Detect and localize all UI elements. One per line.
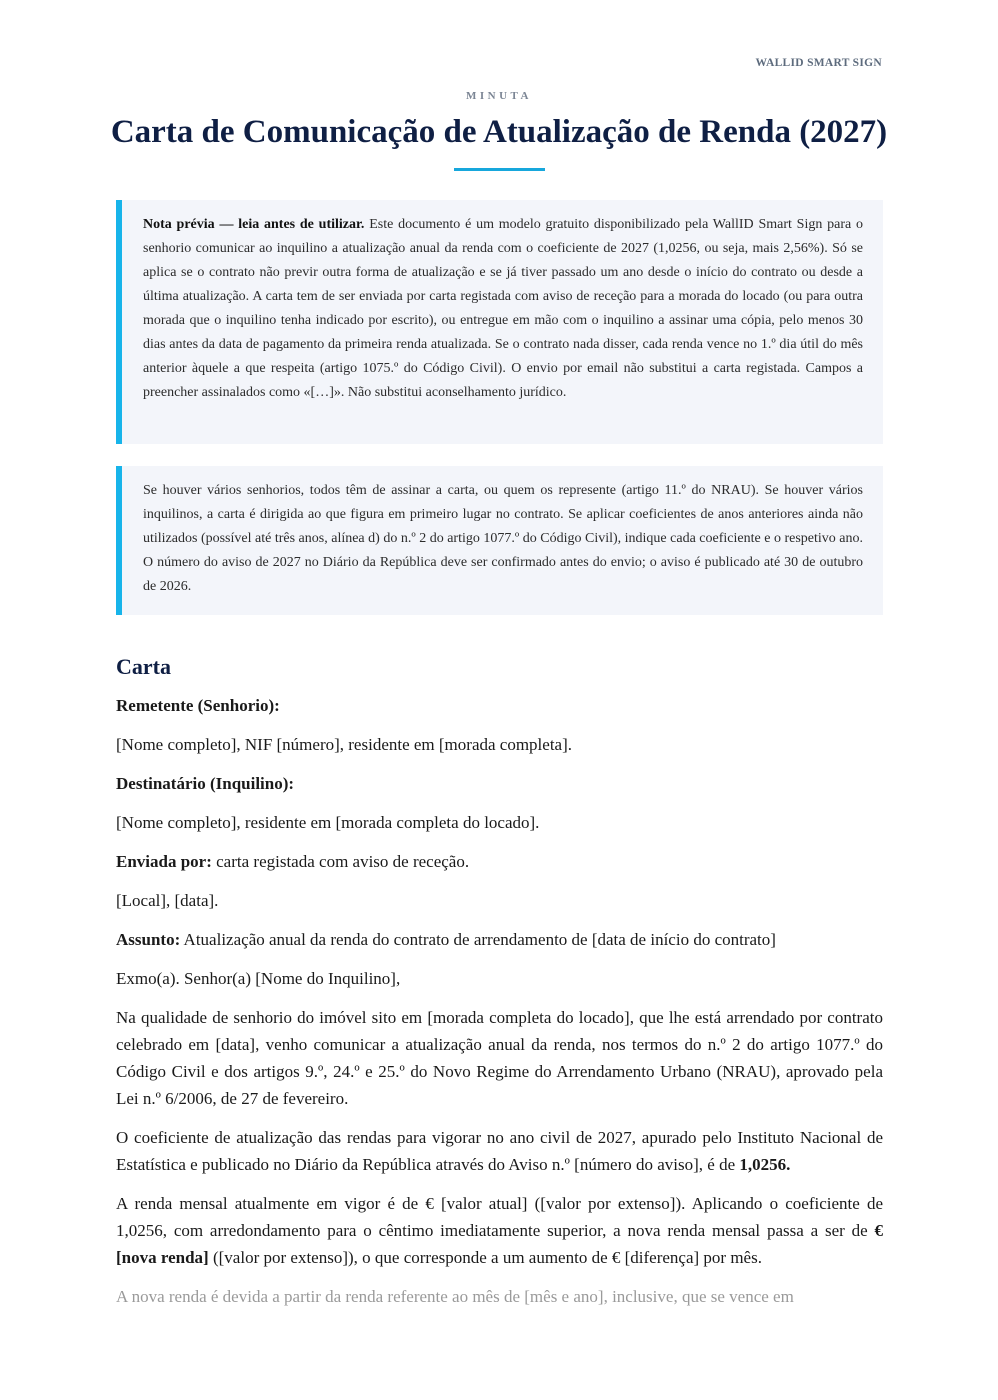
recipient-label-line bbox=[116, 770, 883, 797]
paragraph-3-text-c: ([valor por extenso]), o que corresponde a um aumento de € [diferença] por mês. bbox=[208, 1248, 762, 1267]
sent-by-line bbox=[116, 848, 883, 875]
subject-label: Assunto: bbox=[116, 930, 181, 949]
paragraph-1: Na qualidade de senhorio do imóvel sito em [morada completa do locado], que lhe está arrendado por contrato celebrado em [data], venho comunicar a atualização anual da renda, nos termos do n.º 2 do artigo 1077.º do Código Civil e dos artigos 9.º, 24.º e 25.º do Novo Regime do Arrendamento Urbano (NRAU), aprovado pela Lei n.º 6/2006, de 27 de fevereiro. bbox=[116, 1008, 883, 1108]
letter-body bbox=[116, 692, 883, 1322]
paragraph-2-text: O coeficiente de atualização das rendas para vigorar no ano civil de 2027, apurado pelo Instituto Nacional de Estatística e publicado no Diário da República através do Aviso n.º [número do aviso], é de bbox=[116, 1128, 883, 1174]
sender-label-line bbox=[116, 692, 883, 719]
document-title: Carta de Comunicação de Atualização de Renda (2027) bbox=[110, 114, 888, 150]
recipient-label: Destinatário (Inquilino): bbox=[116, 774, 295, 793]
sent-by-label: Enviada por: bbox=[116, 852, 212, 871]
place-date: [Local], [data]. bbox=[116, 891, 219, 910]
multiple-parties-note-text: Se houver vários senhorios, todos têm de assinar a carta, ou quem os represente (artigo 11.º do NRAU). Se houver vários inquilinos, a carta é dirigida ao que figura em primeiro lugar no contrato. Se aplicar coeficientes de anos anteriores ainda não utilizados (possível até três anos, alínea d) do n.º 2 do artigo 1077.º do Código Civil), indique cada coeficiente e o respetivo ano. O número do aviso de 2027 no Diário da República deve ser confirmado antes do envio; o aviso é publicado até 30 de outubro de 2026. bbox=[143, 483, 863, 594]
preliminary-note bbox=[116, 200, 883, 444]
sender-value: [Nome completo], NIF [número], residente em [morada completa]. bbox=[116, 735, 573, 754]
paragraph-4: A nova renda é devida a partir da renda referente ao mês de [mês e ano], inclusive, que se vence em bbox=[116, 1287, 794, 1306]
preliminary-note-text: Este documento é um modelo gratuito disponibilizado pela WallID Smart Sign para o senhorio comunicar ao inquilino a atualização anual da renda com o coeficiente de 2027 (1,0256, ou seja, mais 2,56%). Só se aplica se o contrato não previr outra forma de atualização e se já tiver passado um ano desde o início do contrato ou desde a última atualização. A carta tem de ser enviada por carta registada com aviso de receção para a morada do locado (ou para outra morada que o inquilino tenha indicado por escrito), ou entregue em mão com o inquilino a assinar uma cópia, pelo menos 30 dias antes da data de pagamento da primeira renda atualizada. Se o contrato nada disser, cada renda vence no 1.º dia útil do mês anterior àquele a que respeita (artigo 1075.º do Código Civil). O envio por email não substitui a carta registada. Campos a preencher assinalados como «[…]». Não substitui aconselhamento jurídico. bbox=[143, 217, 863, 400]
coefficient-value: 1,0256. bbox=[739, 1155, 791, 1174]
new-rent-value: € [nova renda] bbox=[116, 1221, 883, 1267]
document-kicker: MINUTA bbox=[465, 90, 532, 102]
brand-label: WALLID SMART SIGN bbox=[755, 57, 882, 69]
subject-value: Atualização anual da renda do contrato de arrendamento de [data de início do contrato] bbox=[180, 930, 776, 949]
preliminary-note-lead: Nota prévia — leia antes de utilizar. bbox=[143, 217, 365, 232]
multiple-parties-note bbox=[116, 466, 883, 615]
paragraph-3-text-a: A renda mensal atualmente em vigor é de € [valor atual] ([valor por extenso]). Aplicando o coeficiente de 1,0256, com arredondamento para o cêntimo imediatamente superior, a nova renda mensal passa a ser de bbox=[116, 1194, 883, 1240]
recipient-value: [Nome completo], residente em [morada completa do locado]. bbox=[116, 813, 540, 832]
salutation: Exmo(a). Senhor(a) [Nome do Inquilino], bbox=[116, 969, 401, 988]
paragraph-2 bbox=[116, 1124, 883, 1178]
sender-label: Remetente (Senhorio): bbox=[116, 696, 280, 715]
letter-section-title: Carta bbox=[116, 654, 171, 679]
subject-line bbox=[116, 926, 883, 953]
sent-by-value: carta registada com aviso de receção. bbox=[211, 852, 470, 871]
paragraph-3 bbox=[116, 1190, 883, 1271]
title-underline bbox=[454, 168, 545, 171]
